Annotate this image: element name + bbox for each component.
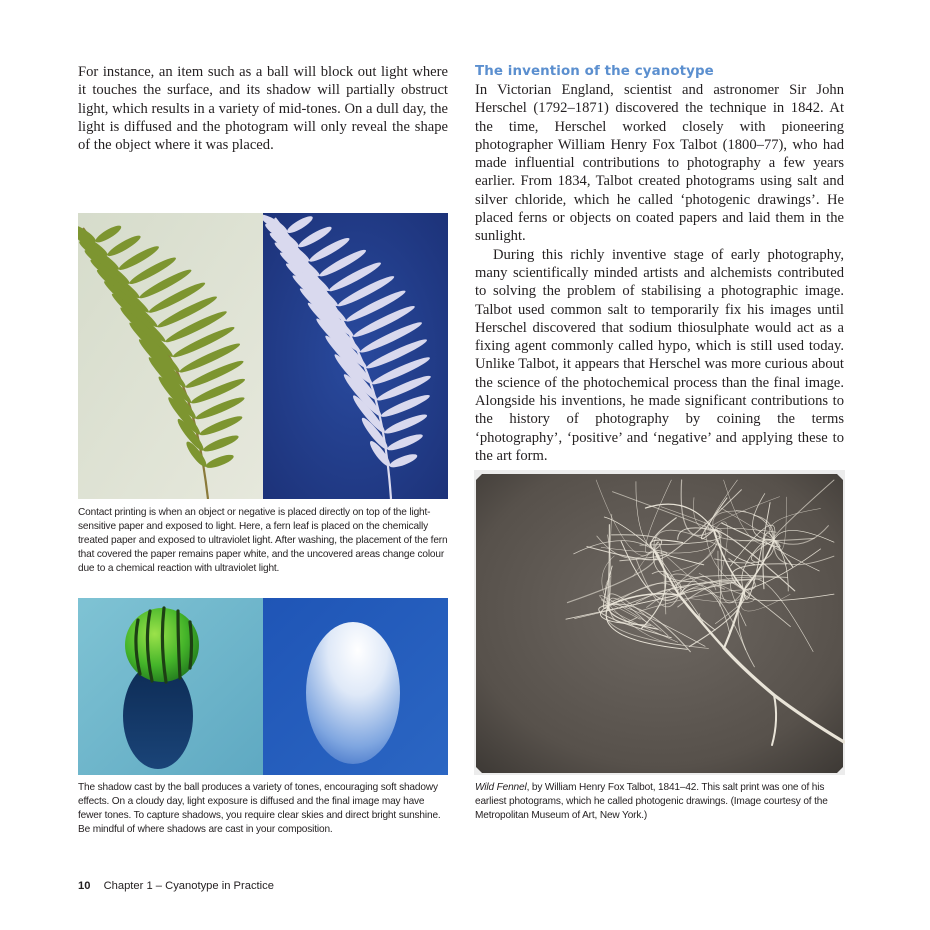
- fern-caption: Contact printing is when an object or negative is placed directly on top of the light-sensitive paper and exposed to light. Here, a fern leaf is placed on the chemically treated paper and exposed to ultraviolet light. After washing, the placement of the fern that covered the paper remains paper white, and the uncovered areas change colour due to a chemical reaction with ultraviolet light.: [78, 507, 448, 574]
- fennel-caption-text: , by William Henry Fox Talbot, 1841–42. This salt print was one of his earliest photograms, which he called photogenic drawings. (Image courtesy of the Metropolitan Museum of Art, New York.): [475, 782, 828, 821]
- chapter-title: Chapter 1 – Cyanotype in Practice: [103, 880, 274, 892]
- intro-text: [78, 63, 448, 154]
- ball-caption: The shadow cast by the ball produces a variety of tones, encouraging soft shadowy effects. On a cloudy day, light exposure is diffused and the final image may have fewer tones. To capture shadows, you require clear skies and direct bright sunshine. Be mindful of where shadows are cast in your composition.: [78, 782, 441, 835]
- section-heading: The invention of the cyanotype: [475, 64, 714, 79]
- history-paragraph-2: During this richly inventive stage of early photography, many scientifically minded artists and alchemists contributed to solving the problem of stabilising a photographic image. Talbot used common salt to temporarily fix his images until Herschel discovered that sodium thiosulphate would act as a fixing agent commonly called hypo, which is still used today. Unlike Talbot, it appears that Herschel was more curious about the science of the photochemical process than the final image. Alongside his inventions, he made significant contributions to the history of photography by coining the terms ‘photography’, ‘positive’ and ‘negative’ and applying these to the art form.: [475, 246, 844, 464]
- wild-fennel-photo: [474, 470, 845, 775]
- fern-leaf-photo: [78, 213, 263, 499]
- page-footer: [78, 880, 274, 892]
- intro-paragraph: For instance, an item such as a ball will block out light where it touches the surface, and its shadow will partially obstruct light, which results in a variety of mid-tones. On a dull day, the light is diffused and the photogram will only reveal the shape of the object where it was placed.: [78, 64, 448, 154]
- fennel-caption-title: Wild Fennel: [475, 782, 527, 793]
- fennel-caption: [475, 781, 845, 823]
- ball-shadow-photo: [78, 598, 263, 775]
- history-paragraph-1: In Victorian England, scientist and astronomer Sir John Herschel (1792–1871) discovered the technique in 1842. At the time, Herschel worked closely with pioneering photographer William Henry Fox Talbot (1800–77), who had made influential contributions to photography a few years earlier. From 1834, Talbot created photograms using salt and silver chloride, which he called ‘photogenic drawings’. He placed ferns or objects on coated papers and laid them in the sunlight.: [475, 82, 844, 245]
- cyanotype-history-section: [475, 63, 844, 465]
- ball-cyanotype-photo: [263, 598, 448, 775]
- fern-cyanotype-photo: [263, 213, 448, 499]
- page-number: 10: [78, 880, 91, 892]
